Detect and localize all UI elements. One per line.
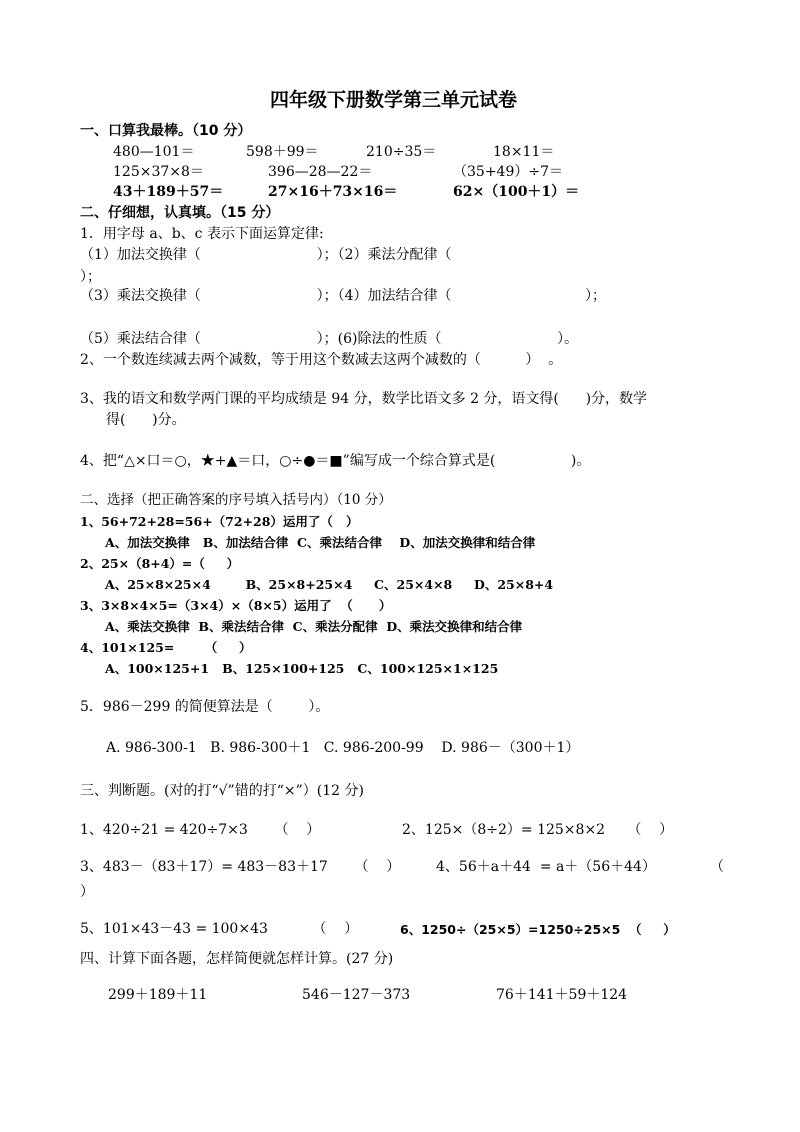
question-1-line-a-end: ）； — [80, 269, 101, 285]
oral-problem: （35+49）÷7＝ — [453, 164, 563, 180]
judge-item: 5、101×43－43 = 100×43 （ ） — [80, 921, 359, 937]
judge-item-paren-close: ） — [80, 884, 94, 900]
judge-item-paren-open: （ — [710, 859, 724, 875]
choice-question: 2、25×（8+4）=（ ） — [80, 556, 240, 571]
calc-problem: 546－127－373 — [302, 987, 411, 1003]
calc-problem: 299＋189＋11 — [108, 987, 208, 1003]
judge-item: 4、56＋a＋44 = a＋（56＋44） — [436, 859, 656, 875]
judge-item: 2、125×（8÷2）= 125×8×2 （ ） — [402, 822, 674, 838]
choice-options: A、乘法交换律 B、乘法结合律 C、乘法分配律 D、乘法交换律和结合律 — [105, 619, 523, 634]
choice-question-5: 5．986－299 的简便算法是（ ）。 — [80, 699, 330, 715]
section-3-heading: 二、选择（把正确答案的序号填入括号内）（10 分） — [80, 492, 392, 508]
oral-problem: 210÷35＝ — [366, 144, 437, 160]
judge-item: 6、1250÷（25×5）=1250÷25×5 （ ） — [400, 922, 676, 937]
section-1-heading: 一、口算我最棒。（10 分） — [80, 123, 252, 139]
choice-options: A、100×125+1 B、125×100+125 C、100×125×1×125 — [105, 661, 499, 676]
choice-question: 4、101×125= （ ） — [80, 640, 252, 655]
question-1: 1．用字母 a、b、c 表示下面运算定律: — [80, 226, 324, 242]
question-4: 4、把“△×口＝○，★+▲＝口，○÷●＝■”编写成一个综合算式是( )。 — [80, 453, 591, 469]
oral-problem: 62×（100＋1）＝ — [453, 184, 580, 200]
choice-options: A、加法交换律 B、加法结合律 C、乘法结合律 D、加法交换律和结合律 — [105, 535, 536, 550]
question-3-line-b: 得( )分。 — [106, 412, 186, 428]
calc-problem: 76＋141＋59＋124 — [496, 987, 628, 1003]
choice-options: A、25×8×25×4 B、25×8+25×4 C、25×4×8 D、25×8+4 — [105, 577, 554, 592]
oral-problem: 43＋189＋57＝ — [113, 184, 224, 200]
oral-problem: 27×16＋73×16＝ — [268, 184, 398, 200]
question-3-line-a: 3、我的语文和数学两门课的平均成绩是 94 分，数学比语文多 2 分，语文得( )分，数学 — [80, 391, 648, 407]
question-1-line-a: （1）加法交换律（ ）；（2）乘法分配律（ — [80, 247, 452, 263]
oral-problem: 598＋99＝ — [246, 144, 319, 160]
page-title: 四年级下册数学第三单元试卷 — [270, 89, 518, 111]
section-5-heading: 四、计算下面各题，怎样简便就怎样计算。(27 分) — [80, 951, 394, 967]
question-2: 2、一个数连续减去两个减数，等于用这个数减去这两个减数的（ ） 。 — [80, 352, 563, 368]
question-1-line-b: （3）乘法交换律（ ）；（4）加法结合律（ ）； — [80, 288, 607, 304]
judge-item: 3、483－（83＋17）= 483－83＋17 （ ） — [80, 859, 401, 875]
question-1-line-c: （5）乘法结合律（ ）；(6)除法的性质（ ）。 — [80, 331, 579, 347]
oral-problem: 18×11＝ — [493, 144, 555, 160]
choice-question: 3、3×8×4×5=（3×4）×（8×5）运用了 （ ） — [80, 598, 392, 613]
choice-question: 1、56+72+28=56+（72+28）运用了（ ） — [80, 514, 359, 529]
oral-problem: 125×37×8＝ — [113, 164, 204, 180]
oral-problem: 480—101＝ — [113, 144, 195, 160]
choice-question-5-options: A. 986-300-1 B. 986-300＋1 C. 986-200-99 D. 986－（300＋1） — [106, 740, 580, 756]
section-4-heading: 三、判断题。(对的打“√”错的打“×”）(12 分) — [80, 783, 364, 799]
oral-problem: 396—28—22＝ — [268, 164, 373, 180]
section-2-heading: 二、仔细想，认真填。（15 分） — [80, 205, 280, 221]
judge-item: 1、420÷21 = 420÷7×3 （ ） — [80, 822, 321, 838]
